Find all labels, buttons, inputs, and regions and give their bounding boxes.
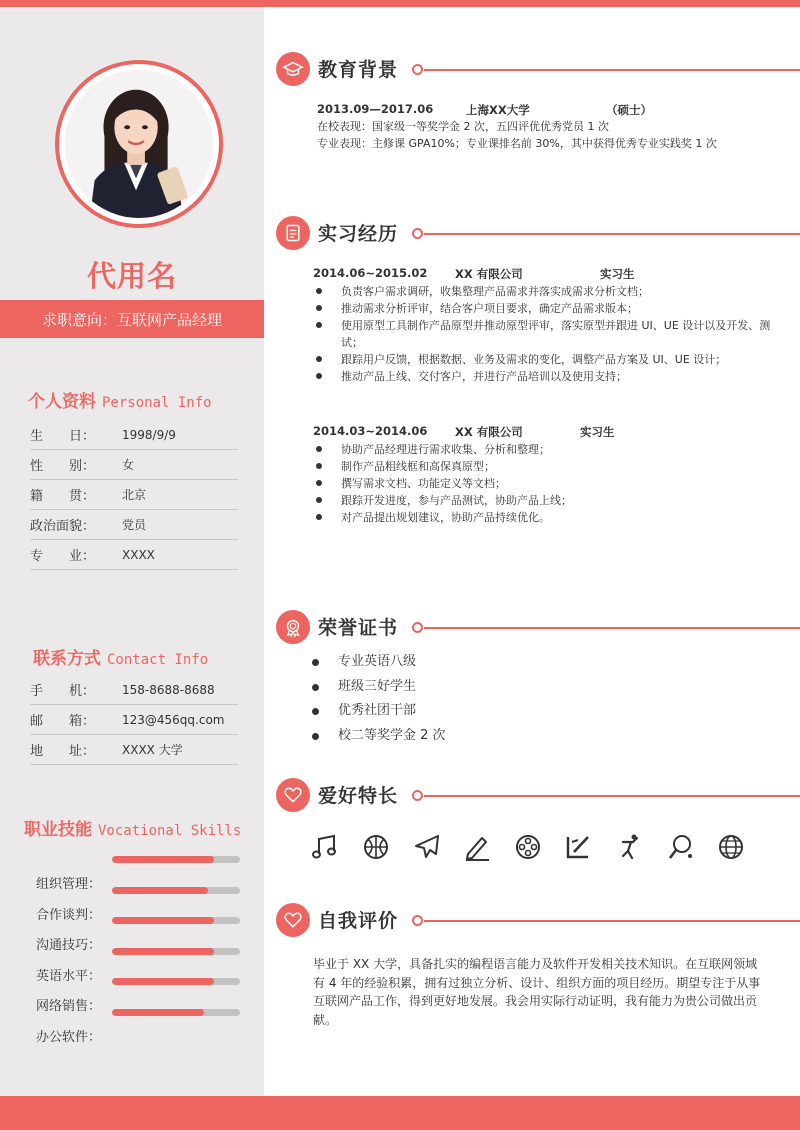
contact-info-title: 联系方式 bbox=[33, 649, 101, 669]
airplane-icon bbox=[408, 830, 446, 864]
education-degree: （硕士） bbox=[606, 103, 652, 117]
heading-line bbox=[424, 627, 800, 629]
heading-dot bbox=[412, 228, 423, 239]
job2-date: 2014.03~2014.06 bbox=[313, 424, 428, 438]
info-key: 邮 箱： bbox=[30, 714, 96, 729]
info-row-hometown bbox=[30, 480, 238, 510]
portrait-illustration bbox=[65, 70, 213, 218]
job1-date: 2014.06~2015.02 bbox=[313, 266, 428, 280]
document-icon bbox=[276, 216, 310, 250]
skill-label: 沟通技巧： bbox=[36, 938, 102, 953]
honors-list bbox=[310, 650, 446, 748]
info-value: 1998/9/9 bbox=[122, 427, 176, 442]
list-item: 推动产品上线、交付客户，并进行产品培训以及使用支持； bbox=[313, 368, 773, 385]
globe-icon bbox=[712, 830, 750, 864]
candidate-name: 代用名 bbox=[86, 259, 177, 293]
pen-icon bbox=[458, 830, 496, 864]
info-key: 生 日： bbox=[30, 429, 96, 444]
info-key: 手 机： bbox=[30, 684, 96, 699]
list-item: 优秀社团干部 bbox=[310, 699, 446, 724]
info-value: XXXX 大学 bbox=[122, 743, 183, 757]
skill-bar bbox=[112, 1009, 240, 1016]
info-value: 158-8688-8688 bbox=[122, 682, 215, 697]
heart-icon bbox=[276, 778, 310, 812]
info-value: XXXX bbox=[122, 547, 155, 562]
skill-bar-fill bbox=[112, 1009, 204, 1016]
skill-bar-fill bbox=[112, 856, 214, 863]
skill-bar-fill bbox=[112, 887, 208, 894]
job2-bullets bbox=[313, 441, 773, 526]
heading-line bbox=[424, 795, 800, 797]
education-line1: 在校表现：国家级一等奖学金 2 次，五四评优优秀党员 1 次 bbox=[317, 120, 609, 133]
list-item: 使用原型工具制作产品原型并推动原型评审，落实原型并跟进 UI、UE 设计以及开发、测试； bbox=[313, 317, 773, 351]
info-row-birthday bbox=[30, 420, 238, 450]
list-item: 推动需求分析评审，结合客户项目要求，确定产品需求版本； bbox=[313, 300, 773, 317]
list-item: 校二等奖学金 2 次 bbox=[310, 724, 446, 749]
heading-dot bbox=[412, 64, 423, 75]
personal-info-title: 个人资料 bbox=[28, 392, 96, 412]
skill-label: 网络销售： bbox=[36, 999, 102, 1014]
internship-heading bbox=[276, 216, 800, 252]
heading-line bbox=[424, 233, 800, 235]
info-value: 党员 bbox=[122, 518, 147, 532]
info-key: 性 别： bbox=[30, 459, 96, 474]
job1-bullets bbox=[313, 283, 773, 385]
heading-line bbox=[424, 920, 800, 922]
list-item: 跟踪用户反馈，根据数据、业务及需求的变化，调整产品方案及 UI、UE 设计； bbox=[313, 351, 773, 368]
info-value: 123@456qq.com bbox=[122, 712, 225, 727]
skill-bar bbox=[112, 856, 240, 863]
skill-label: 合作谈判： bbox=[36, 907, 102, 923]
list-item: 专业英语八级 bbox=[310, 650, 446, 675]
job1-role: 实习生 bbox=[600, 267, 635, 281]
award-icon bbox=[276, 610, 310, 644]
list-item: 制作产品粗线框和高保真原型； bbox=[313, 458, 773, 475]
honors-title: 荣誉证书 bbox=[318, 617, 399, 639]
job-objective-banner: 求职意向：互联网产品经理 bbox=[0, 300, 264, 338]
heading-line bbox=[424, 69, 800, 71]
job2-role: 实习生 bbox=[580, 425, 615, 439]
heading-dot bbox=[412, 915, 423, 926]
info-row-email bbox=[30, 705, 238, 735]
profile-photo bbox=[65, 70, 213, 218]
heading-dot bbox=[412, 790, 423, 801]
info-row-major bbox=[30, 540, 238, 570]
info-row-address bbox=[30, 735, 238, 765]
contact-info-heading bbox=[33, 644, 208, 669]
info-key: 专 业： bbox=[30, 549, 96, 564]
list-item: 负责客户需求调研，收集整理产品需求并落实成需求分析文档； bbox=[313, 283, 773, 300]
info-value: 北京 bbox=[122, 488, 147, 502]
self-eval-title: 自我评价 bbox=[318, 910, 399, 932]
job1-company: XX 有限公司 bbox=[455, 267, 523, 281]
basketball-icon bbox=[357, 830, 395, 864]
info-key: 政治面貌： bbox=[30, 519, 96, 534]
profile-photo-frame bbox=[55, 60, 223, 228]
skill-bar-fill bbox=[112, 948, 214, 955]
personal-info-heading bbox=[28, 387, 212, 412]
self-eval-heading bbox=[276, 903, 800, 939]
writing-icon bbox=[560, 830, 598, 864]
list-item: 撰写需求文档、功能定义等文档； bbox=[313, 475, 773, 492]
hobbies-heading bbox=[276, 778, 800, 814]
list-item: 协助产品经理进行需求收集、分析和整理； bbox=[313, 441, 773, 458]
hobby-icon-row bbox=[306, 830, 763, 864]
heart-icon bbox=[276, 903, 310, 937]
skills-heading bbox=[24, 815, 241, 840]
honors-heading bbox=[276, 610, 800, 646]
film-reel-icon bbox=[509, 830, 547, 864]
info-key: 地 址： bbox=[30, 744, 96, 759]
ping-pong-icon bbox=[662, 830, 700, 864]
heading-dot bbox=[412, 622, 423, 633]
graduation-cap-icon bbox=[276, 52, 310, 86]
personal-info-title-en: Personal Info bbox=[102, 395, 212, 411]
info-row-political bbox=[30, 510, 238, 540]
bottom-accent-bar bbox=[0, 1096, 800, 1130]
skill-bar bbox=[112, 978, 240, 985]
skill-label: 英语水平： bbox=[36, 968, 102, 984]
skill-bar-fill bbox=[112, 978, 214, 985]
top-accent-bar bbox=[0, 0, 800, 7]
internship-title: 实习经历 bbox=[318, 223, 399, 245]
education-heading bbox=[276, 52, 800, 88]
skill-label: 组织管理： bbox=[36, 877, 102, 892]
hobbies-title: 爱好特长 bbox=[318, 785, 399, 807]
list-item: 对产品提出规划建议，协助产品持续优化。 bbox=[313, 509, 773, 526]
skills-title: 职业技能 bbox=[24, 820, 92, 840]
contact-info-title-en: Contact Info bbox=[107, 652, 209, 668]
info-value: 女 bbox=[122, 458, 135, 472]
music-icon bbox=[306, 830, 344, 864]
skill-bar bbox=[112, 917, 240, 924]
skill-label: 办公软件： bbox=[36, 1029, 102, 1045]
education-line2: 专业表现：主修课 GPA10%；专业课排名前 30%，其中获得优秀专业实践奖 1 次 bbox=[317, 137, 717, 150]
education-date: 2013.09—2017.06 bbox=[317, 102, 434, 116]
self-eval-text: 毕业于 XX 大学，具备扎实的编程语言能力及软件开发相关技术知识。在互联网领域有 4 年的经验积累，拥有过独立分析、设计、组织方面的项目经历。期望专注于从事互联网产品工作，得到更好地发展。我会用实际行动证明，我有能力为贵公司做出贡献。 bbox=[313, 957, 761, 1027]
list-item: 跟踪开发进度，参与产品测试，协助产品上线； bbox=[313, 492, 773, 509]
info-row-gender bbox=[30, 450, 238, 480]
skills-title-en: Vocational Skills bbox=[98, 823, 242, 839]
education-title: 教育背景 bbox=[318, 59, 399, 81]
skill-bar-fill bbox=[112, 917, 214, 924]
job2-company: XX 有限公司 bbox=[455, 425, 523, 439]
skill-bar bbox=[112, 948, 240, 955]
info-key: 籍 贯： bbox=[30, 489, 96, 504]
dance-icon bbox=[611, 830, 649, 864]
info-row-phone bbox=[30, 675, 238, 705]
list-item: 班级三好学生 bbox=[310, 675, 446, 700]
skill-bar bbox=[112, 887, 240, 894]
education-school: 上海XX大学 bbox=[466, 103, 530, 117]
